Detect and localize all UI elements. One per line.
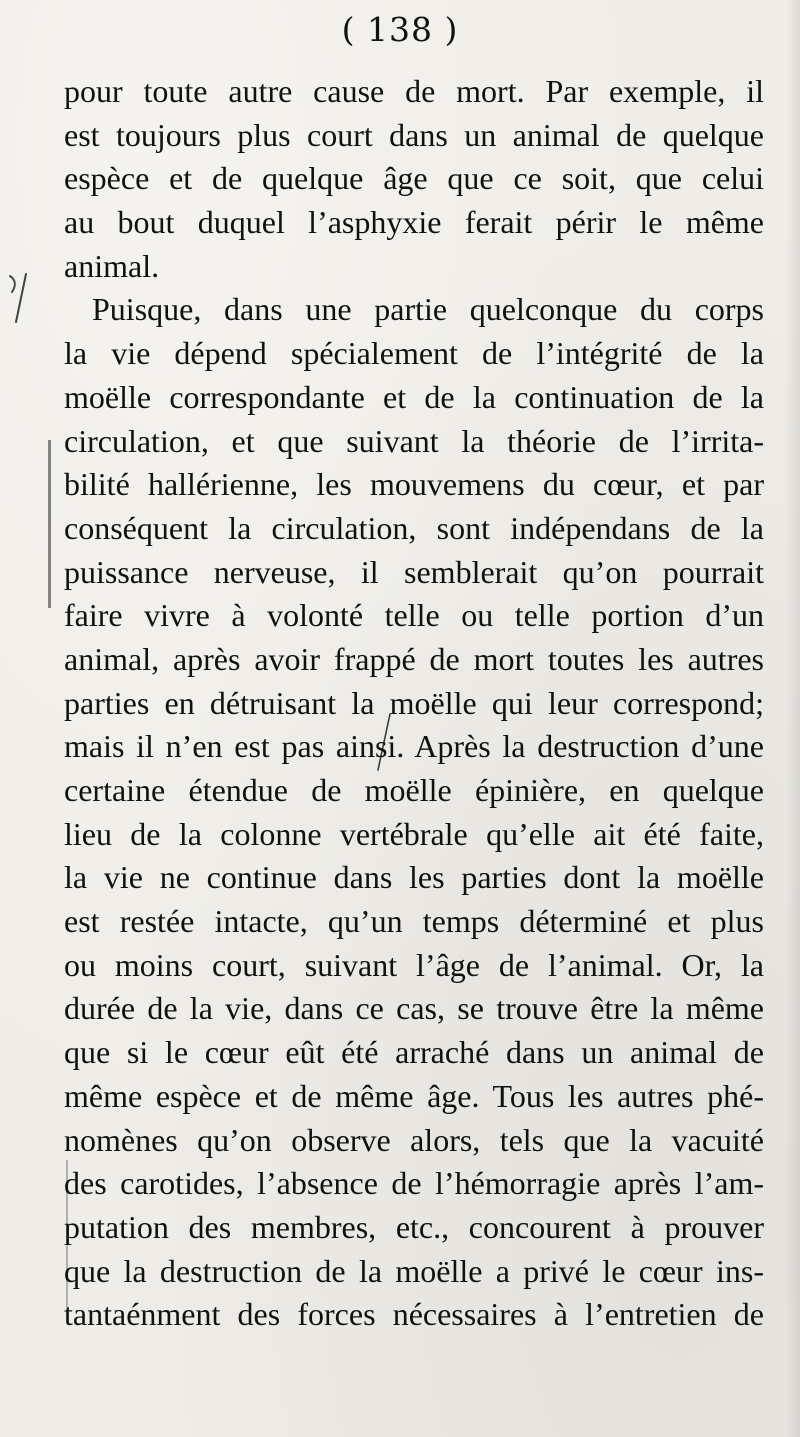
text-line: circulation, et que suivant la théorie de l’irrita- (64, 422, 764, 459)
text-line: faire vivre à volonté telle ou telle portion d’un (64, 597, 764, 634)
text-line: ou moins court, suivant l’âge de l’animal. Or, la (64, 946, 764, 983)
text-line: lieu de la colonne vertébrale qu’elle ait été faite, (64, 815, 764, 852)
page-number: ( 138 ) (341, 10, 459, 49)
body-text (64, 70, 764, 1337)
margin-bracket-mark (6, 272, 30, 324)
text-line: est restée intacte, qu’un temps déterminé et plus (64, 903, 764, 940)
text-line: nomènes qu’on observe alors, tels que la vacuité (64, 1121, 764, 1158)
text-line: puissance nerveuse, il semblerait qu’on pourrait (64, 553, 764, 590)
text-line: espèce et de quelque âge que ce soit, que celui (64, 160, 764, 197)
page-edge-shadow (786, 0, 800, 1437)
text-line: est toujours plus court dans un animal de quelque (64, 116, 764, 153)
text-line: parties en détruisant la moëlle qui leur correspond; (64, 684, 764, 721)
text-line: bilité hallérienne, les mouvemens du cœur, et par (64, 466, 764, 503)
text-line: animal, après avoir frappé de mort toutes les autres (64, 640, 764, 677)
margin-vertical-line (48, 440, 51, 608)
text-line: durée de la vie, dans ce cas, se trouve être la même (64, 990, 764, 1027)
text-line: que la destruction de la moëlle a privé le cœur ins- (64, 1252, 764, 1289)
text-line: animal. (64, 247, 160, 284)
text-line: pour toute autre cause de mort. Par exemple, il (64, 73, 764, 109)
text-line: certaine étendue de moëlle épinière, en quelque (64, 772, 764, 808)
text-line: la vie ne continue dans les parties dont la moëlle (64, 859, 764, 896)
text-line: au bout duquel l’asphyxie ferait périr le même (64, 204, 764, 241)
text-line: même espèce et de même âge. Tous les autres phé- (64, 1077, 764, 1114)
paragraph-2 (64, 288, 764, 1337)
text-line: Puisque, dans une partie quelconque du corps (92, 291, 764, 328)
text-line: la vie dépend spécialement de l’intégrité de la (64, 335, 764, 372)
text-line: conséquent la circulation, sont indépendans de la (64, 509, 764, 546)
text-line: que si le cœur eût été arraché dans un animal de (64, 1034, 764, 1071)
text-line: tantaénment des forces nécessaires à l’entretien de (64, 1296, 764, 1333)
text-line: mais il n’en est pas ainsi. Après la destruction d’une (64, 728, 764, 765)
text-line: des carotides, l’absence de l’hémorragie après l’am- (64, 1165, 764, 1202)
text-line: moëlle correspondante et de la continuation de la (64, 378, 764, 415)
text-line: putation des membres, etc., concourent à prouver (64, 1208, 764, 1245)
paragraph-1 (64, 70, 764, 288)
